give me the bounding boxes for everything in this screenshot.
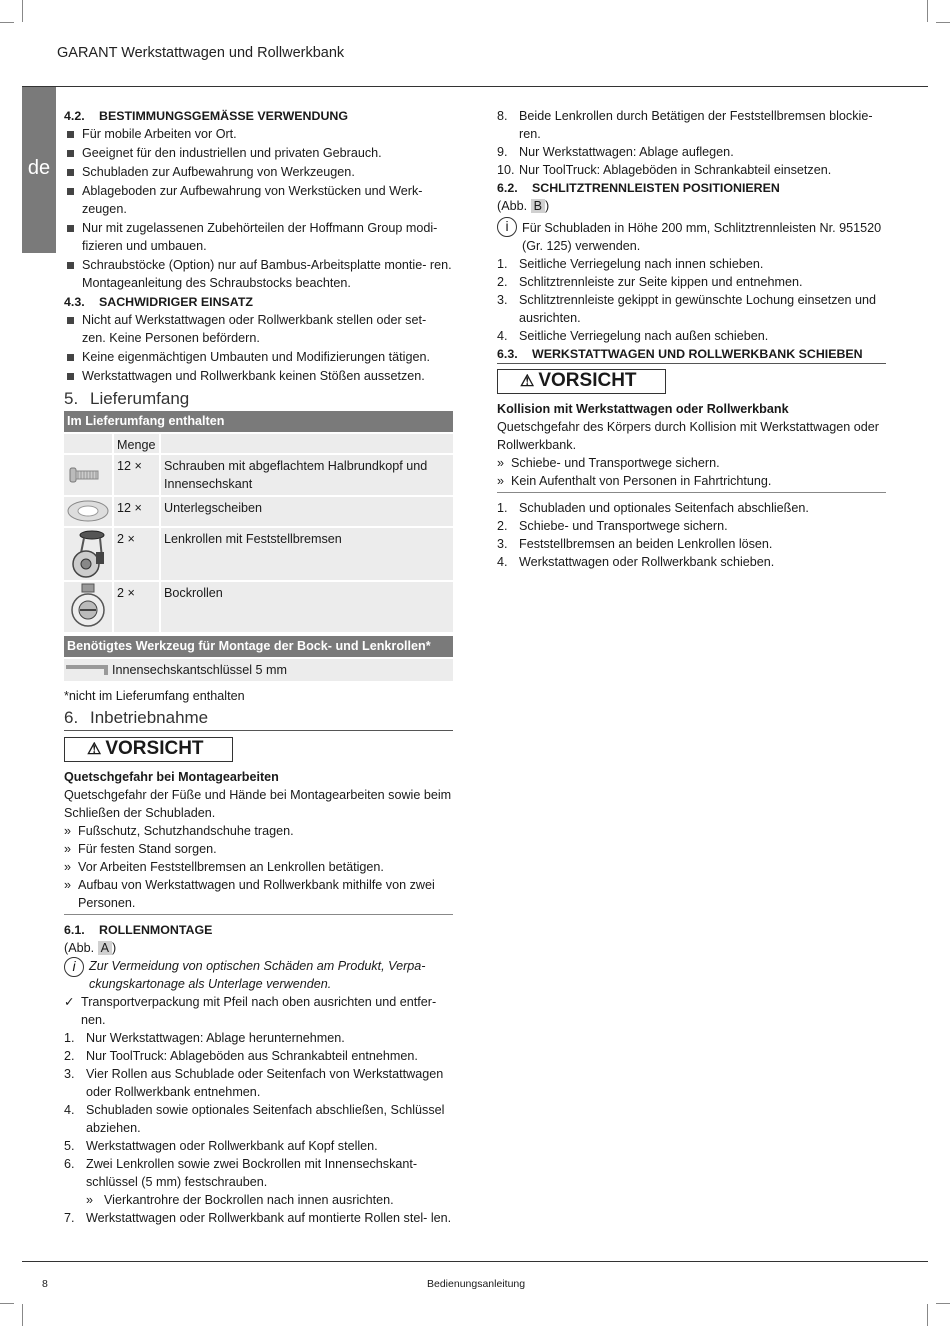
step-item: 9. Nur Werkstattwagen: Ablage auflegen. [497,145,734,159]
hazard-title: Quetschgefahr bei Montagearbeiten [64,770,279,784]
list-item: Für mobile Arbeiten vor Ort. [64,125,453,143]
list-item: Nicht auf Werkstattwagen oder Rollwerkbank stellen oder set- zen. Keine Personen befördern. [64,311,453,347]
fixed-caster-icon [64,582,112,632]
crop-mark [0,22,14,23]
divider [64,914,453,915]
left-column [64,107,453,1227]
info-icon: i [497,217,517,237]
measure-item: » Fußschutz, Schutzhandschuhe tragen. [64,824,294,838]
screw-icon [64,455,112,495]
tool-cell: Innensechskantschlüssel 5 mm [112,663,287,677]
section-heading-6-2: 6.2. SCHLITZTRENNLEISTEN POSITIONIEREN [497,181,780,195]
footnote: *nicht im Lieferumfang enthalten [64,689,245,703]
tool-table-header: Benötigtes Werkzeug für Montage der Bock- und Lenkrollen* [64,636,453,657]
table-row [64,580,453,632]
measure-item: » Aufbau von Werkstattwagen und Rollwerkbank mithilfe von zwei Personen. [64,878,435,910]
description-cell: Bockrollen [159,582,453,632]
list-item: Geeignet für den industriellen und privaten Gebrauch. [64,144,453,162]
section-heading-6-1: 6.1. ROLLENMONTAGE [64,923,213,937]
step-item: 4. Schubladen sowie optionales Seitenfach abschließen, Schlüssel abziehen. [64,1103,445,1135]
list-item: Ablageboden zur Aufbewahrung von Werkstücken und Werk- zeugen. [64,182,453,218]
crop-mark [22,1304,23,1326]
sub-step-item: » Vierkantrohre der Bockrollen nach innen ausrichten. [86,1193,394,1207]
column-header-qty: Menge [112,434,159,453]
step-item: 7. Werkstattwagen oder Rollwerkbank auf montierte Rollen stel- len. [64,1211,452,1225]
footer-title: Bedienungsanleitung [427,1278,526,1290]
crop-mark [936,22,950,23]
figure-reference: (Abb. A ) [64,941,117,955]
qty-cell: 12 × [112,497,159,526]
list-item: Werkstattwagen und Rollwerkbank keinen Stößen aussetzen. [64,367,453,385]
step-item: 2. Schiebe- und Transportwege sichern. [497,519,728,533]
table-row [64,432,453,453]
crop-mark [22,0,23,22]
info-icon: i [64,957,84,977]
step-item: 3. Schlitztrennleiste gekippt in gewünschte Lochung einsetzen und ausrichten. [497,293,877,325]
measure-item: » Kein Aufenthalt von Personen in Fahrtrichtung. [497,474,772,488]
step-item: 5. Werkstattwagen oder Rollwerkbank auf Kopf stellen. [64,1139,378,1153]
measure-item: » Schiebe- und Transportwege sichern. [497,456,720,470]
step-item: 8. Beide Lenkrollen durch Betätigen der Feststellbremsen blockie- ren. [497,109,873,141]
section-heading-4-2: 4.2. BESTIMMUNGSGEMÄSSE VERWENDUNG [64,109,348,123]
section-heading-5: 5. Lieferumfang [64,389,190,408]
step-item: 3. Feststellbremsen an beiden Lenkrollen lösen. [497,537,773,551]
step-item: 2. Schlitztrennleiste zur Seite kippen und entnehmen. [497,275,803,289]
delivery-table [64,411,453,681]
step-item: 1. Schubladen und optionales Seitenfach abschließen. [497,501,809,515]
step-item: 2. Nur ToolTruck: Ablageböden aus Schrankabteil entnehmen. [64,1049,418,1063]
page-header-title: GARANT Werkstattwagen und Rollwerkbank [57,45,345,61]
step-item: 4. Seitliche Verriegelung nach außen schieben. [497,329,769,343]
list-item: Schubladen zur Aufbewahrung von Werkzeugen. [64,163,453,181]
footer-rule [22,1261,928,1262]
step-item: 6. Zwei Lenkrollen sowie zwei Bockrollen mit Innensechskant- schlüssel (5 mm) festschrauben. [64,1157,418,1189]
table-row [64,526,453,580]
right-column [497,107,886,571]
crop-mark [0,1303,14,1304]
warning-triangle-icon: ⚠ [520,373,535,390]
description-cell: Lenkrollen mit Feststellbremsen [159,528,453,580]
info-note: i Zur Vermeidung von optischen Schäden am Produkt, Verpa- ckungskartonage als Unterlage verwenden. [64,957,453,993]
washer-icon [64,497,112,526]
section-heading-6: 6. Inbetriebnahme [64,707,453,731]
step-item: 3. Vier Rollen aus Schublade oder Seitenfach von Werkstattwagen oder Rollwerkbank entnehmen. [64,1067,444,1099]
checklist-item: ✓ Transportverpackung mit Pfeil nach oben ausrichten und entfer- nen. [64,995,437,1027]
divider [497,492,886,493]
crop-mark [936,1303,950,1304]
qty-cell: 12 × [112,455,159,495]
step-item: 1. Nur Werkstattwagen: Ablage herunternehmen. [64,1031,345,1045]
table-header: Im Lieferumfang enthalten [64,411,453,432]
header-rule [22,86,928,87]
crop-mark [927,1304,928,1326]
description-cell: Schrauben mit abgeflachtem Halbrundkopf und Innensechskant [159,455,453,495]
measure-item: » Vor Arbeiten Feststellbremsen an Lenkrollen betätigen. [64,860,384,874]
language-tab: de [22,87,56,253]
hazard-text: Quetschgefahr des Körpers durch Kollision mit Werkstattwagen oder Rollwerkbank. [497,420,879,452]
info-note: i Für Schubladen in Höhe 200 mm, Schlitztrennleisten Nr. 951520 (Gr. 125) verwenden. [497,219,886,255]
crop-mark [927,0,928,22]
table-row [64,495,453,526]
qty-cell: 2 × [112,582,159,632]
measure-item: » Für festen Stand sorgen. [64,842,217,856]
table-row [64,453,453,495]
hazard-title: Kollision mit Werkstattwagen oder Rollwerkbank [497,402,789,416]
checkmark-icon: ✓ [64,995,75,1009]
list-item: Keine eigenmächtigen Umbauten und Modifizierungen tätigen. [64,348,453,366]
hex-key-icon [64,659,112,681]
section-heading-4-3: 4.3. SACHWIDRIGER EINSATZ [64,295,253,309]
caution-label: ⚠ VORSICHT [64,737,233,762]
section-heading-6-3: 6.3. WERKSTATTWAGEN UND ROLLWERKBANK SCHIEBEN [497,345,886,364]
caution-label: ⚠ VORSICHT [497,369,666,394]
list-item: Schraubstöcke (Option) nur auf Bambus-Arbeitsplatte montie- ren. Montageanleitung des Schraubstocks beachten. [64,256,453,292]
warning-triangle-icon: ⚠ [87,741,102,758]
swivel-caster-brake-icon [64,528,112,580]
table-row [64,657,453,681]
step-item: 10. Nur ToolTruck: Ablageböden in Schrankabteil einsetzen. [497,163,832,177]
step-item: 1. Seitliche Verriegelung nach innen schieben. [497,257,764,271]
list-item: Nur mit zugelassenen Zubehörteilen der Hoffmann Group modi- fizieren und umbauen. [64,219,453,255]
page-number: 8 [42,1278,48,1290]
hazard-text: Quetschgefahr der Füße und Hände bei Montagearbeiten sowie beim Schließen der Schubladen. [64,788,452,820]
description-cell: Unterlegscheiben [159,497,453,526]
step-item: 4. Werkstattwagen oder Rollwerkbank schieben. [497,555,775,569]
qty-cell: 2 × [112,528,159,580]
figure-reference: (Abb. B ) [497,199,550,213]
